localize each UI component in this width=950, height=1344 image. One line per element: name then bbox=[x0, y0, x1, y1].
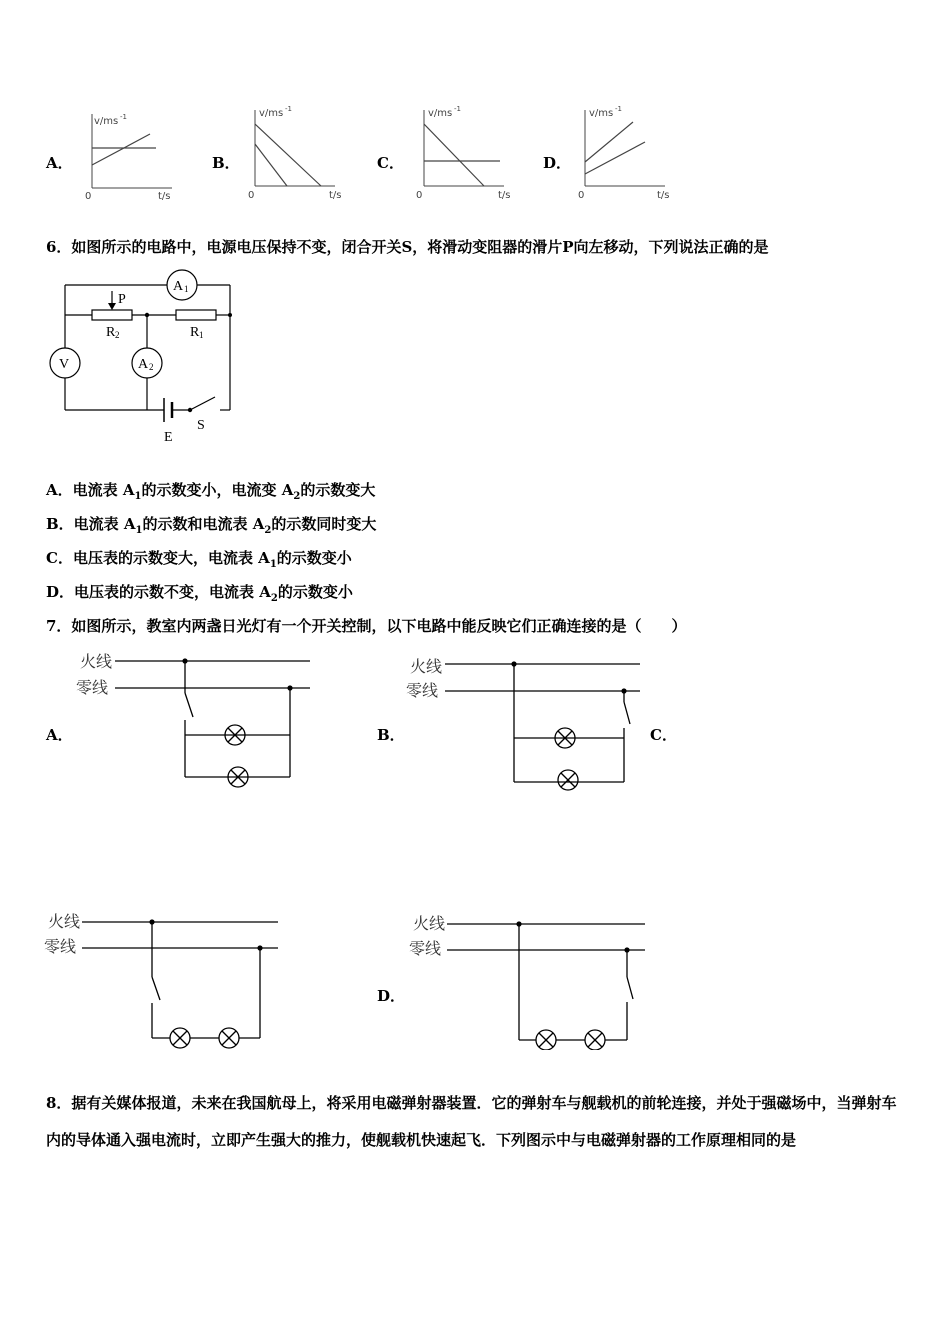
q5-d-x-label: t/s bbox=[657, 190, 670, 201]
q5-d-y-label: v/ms bbox=[589, 108, 614, 119]
svg-text:零线: 零线 bbox=[409, 939, 442, 958]
q5-c-y-label: v/ms bbox=[428, 108, 453, 119]
q6-r1-label: R bbox=[190, 325, 200, 340]
q5-graph-b bbox=[243, 100, 353, 205]
q6-circuit-diagram bbox=[40, 265, 250, 450]
svg-text:2: 2 bbox=[115, 330, 120, 340]
svg-text:-1: -1 bbox=[285, 105, 292, 113]
q6-s-label: S bbox=[197, 418, 205, 433]
q6-r2-label: R bbox=[106, 325, 116, 340]
q5-option-a-label: A． bbox=[46, 154, 73, 172]
svg-text:1: 1 bbox=[199, 330, 204, 340]
svg-text:0: 0 bbox=[85, 191, 92, 202]
q6-a2-label: A bbox=[138, 357, 149, 372]
q5-option-d-label: D． bbox=[543, 154, 572, 172]
svg-text:2: 2 bbox=[149, 362, 154, 372]
q6-option-c: C．电压表的示数变大，电流表 $A_1$的示数变小 bbox=[46, 549, 352, 570]
q5-a-y-label: v/ms bbox=[94, 116, 119, 127]
svg-text:0: 0 bbox=[248, 190, 255, 201]
q6-e-label: E bbox=[164, 430, 173, 445]
q5-graph-c bbox=[410, 100, 520, 205]
q6-option-b: B．电流表 $A_1$的示数和电流表 $A_2$的示数同时变大 bbox=[46, 515, 377, 536]
q6-p-label: P bbox=[118, 292, 126, 307]
q5-option-c-label: C． bbox=[377, 154, 404, 172]
svg-text:零线: 零线 bbox=[44, 937, 77, 956]
q6-a1-label: A bbox=[173, 279, 184, 294]
q7-option-c-label: C． bbox=[650, 726, 677, 744]
q7-option-b-label: B． bbox=[377, 726, 405, 744]
q5-graph-d bbox=[573, 100, 683, 205]
q7-option-a-label: A． bbox=[46, 726, 73, 744]
q6-option-a: A．电流表 $A_1$的示数变小，电流变 $A_2$的示数变大 bbox=[46, 481, 376, 502]
svg-text:0: 0 bbox=[578, 190, 585, 201]
q6-v-label: V bbox=[59, 357, 70, 372]
q7-circuit-b bbox=[400, 650, 650, 795]
svg-text:零线: 零线 bbox=[76, 678, 109, 697]
q8-stem: 8．据有关媒体报道，未来在我国航母上，将采用电磁弹射器装置．它的弹射车与舰载机的前轮连接，并处于强磁场中，当弹射车内的导体通入强电流时，立即产生强大的推力，使舰载机快速起飞．下列图示中与电磁弹射器的工作原理相同的是 bbox=[46, 1094, 897, 1149]
q5-b-x-label: t/s bbox=[329, 190, 342, 201]
svg-text:-1: -1 bbox=[120, 113, 127, 121]
q7-circuit-d bbox=[405, 905, 655, 1050]
svg-text:-1: -1 bbox=[615, 105, 622, 113]
svg-text:火线: 火线 bbox=[48, 912, 81, 931]
q5-option-b-label: B． bbox=[212, 154, 240, 172]
q5-c-x-label: t/s bbox=[498, 190, 511, 201]
svg-text:零线: 零线 bbox=[406, 681, 439, 700]
q7-circuit-c bbox=[40, 905, 290, 1050]
svg-text:火线: 火线 bbox=[413, 914, 446, 933]
svg-text:火线: 火线 bbox=[80, 652, 113, 671]
q7-circuit-a bbox=[70, 645, 320, 790]
q6-option-d: D．电压表的示数不变，电流表 $A_2$的示数变小 bbox=[46, 583, 353, 604]
svg-text:1: 1 bbox=[184, 284, 189, 294]
svg-text:火线: 火线 bbox=[410, 657, 443, 676]
svg-text:0: 0 bbox=[416, 190, 423, 201]
q7-option-d-label: D． bbox=[377, 987, 406, 1005]
q5-a-x-label: t/s bbox=[158, 191, 171, 202]
q7-stem: 7．如图所示，教室内两盏日光灯有一个开关控制，以下电路中能反映它们正确连接的是（ ） bbox=[46, 617, 687, 635]
svg-text:-1: -1 bbox=[454, 105, 461, 113]
q5-graph-a bbox=[80, 100, 180, 205]
q6-stem: 6．如图所示的电路中，电源电压保持不变，闭合开关S，将滑动变阻器的滑片P向左移动，下列说法正确的是 bbox=[46, 238, 769, 256]
q5-b-y-label: v/ms bbox=[259, 108, 284, 119]
